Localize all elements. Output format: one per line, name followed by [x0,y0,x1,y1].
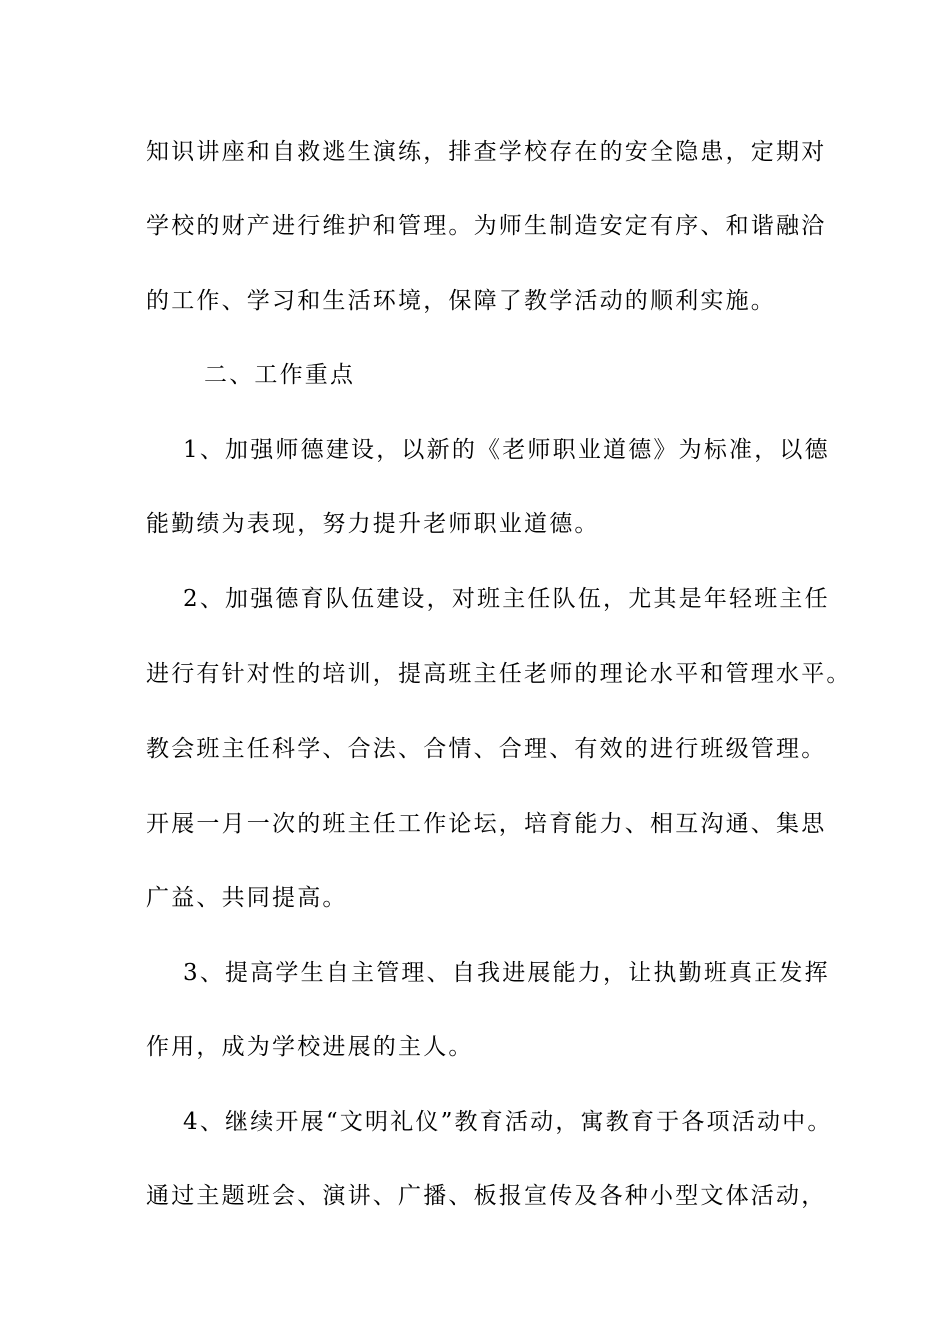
paragraph-line: 广益、共同提高。 [146,885,348,911]
paragraph-line: 2、加强德育队伍建设，对班主任队伍，尤其是年轻班主任 [183,586,830,612]
paragraph-line: 开展一月一次的班主任工作论坛，培育能力、相互沟通、集思 [146,811,827,837]
paragraph-line: 作用，成为学校进展的主人。 [146,1034,474,1060]
paragraph-line: 3、提高学生自主管理、自我进展能力，让执勤班真正发挥 [183,960,830,986]
paragraph-line: 进行有针对性的培训，提高班主任老师的理论水平和管理水平。 [146,661,852,687]
paragraph-line: 知识讲座和自救逃生演练，排查学校存在的安全隐患，定期对 [146,139,827,165]
paragraph-line: 4、继续开展“文明礼仪”教育活动，寓教育于各项活动中。 [183,1109,833,1135]
paragraph-line: 教会班主任科学、合法、合情、合理、有效的进行班级管理。 [146,736,827,762]
paragraph-line: 的工作、学习和生活环境，保障了教学活动的顺利实施。 [146,288,776,314]
paragraph-line: 能勤绩为表现，努力提升老师职业道德。 [146,511,600,537]
section-heading: 二、工作重点 [204,362,356,388]
paragraph-line: 学校的财产进行维护和管理。为师生制造安定有序、和谐融洽 [146,213,827,239]
paragraph-line: 1、加强师德建设，以新的《老师职业道德》为标准，以德 [183,437,830,463]
paragraph-line: 通过主题班会、演讲、广播、板报宣传及各种小型文体活动， [146,1183,827,1209]
